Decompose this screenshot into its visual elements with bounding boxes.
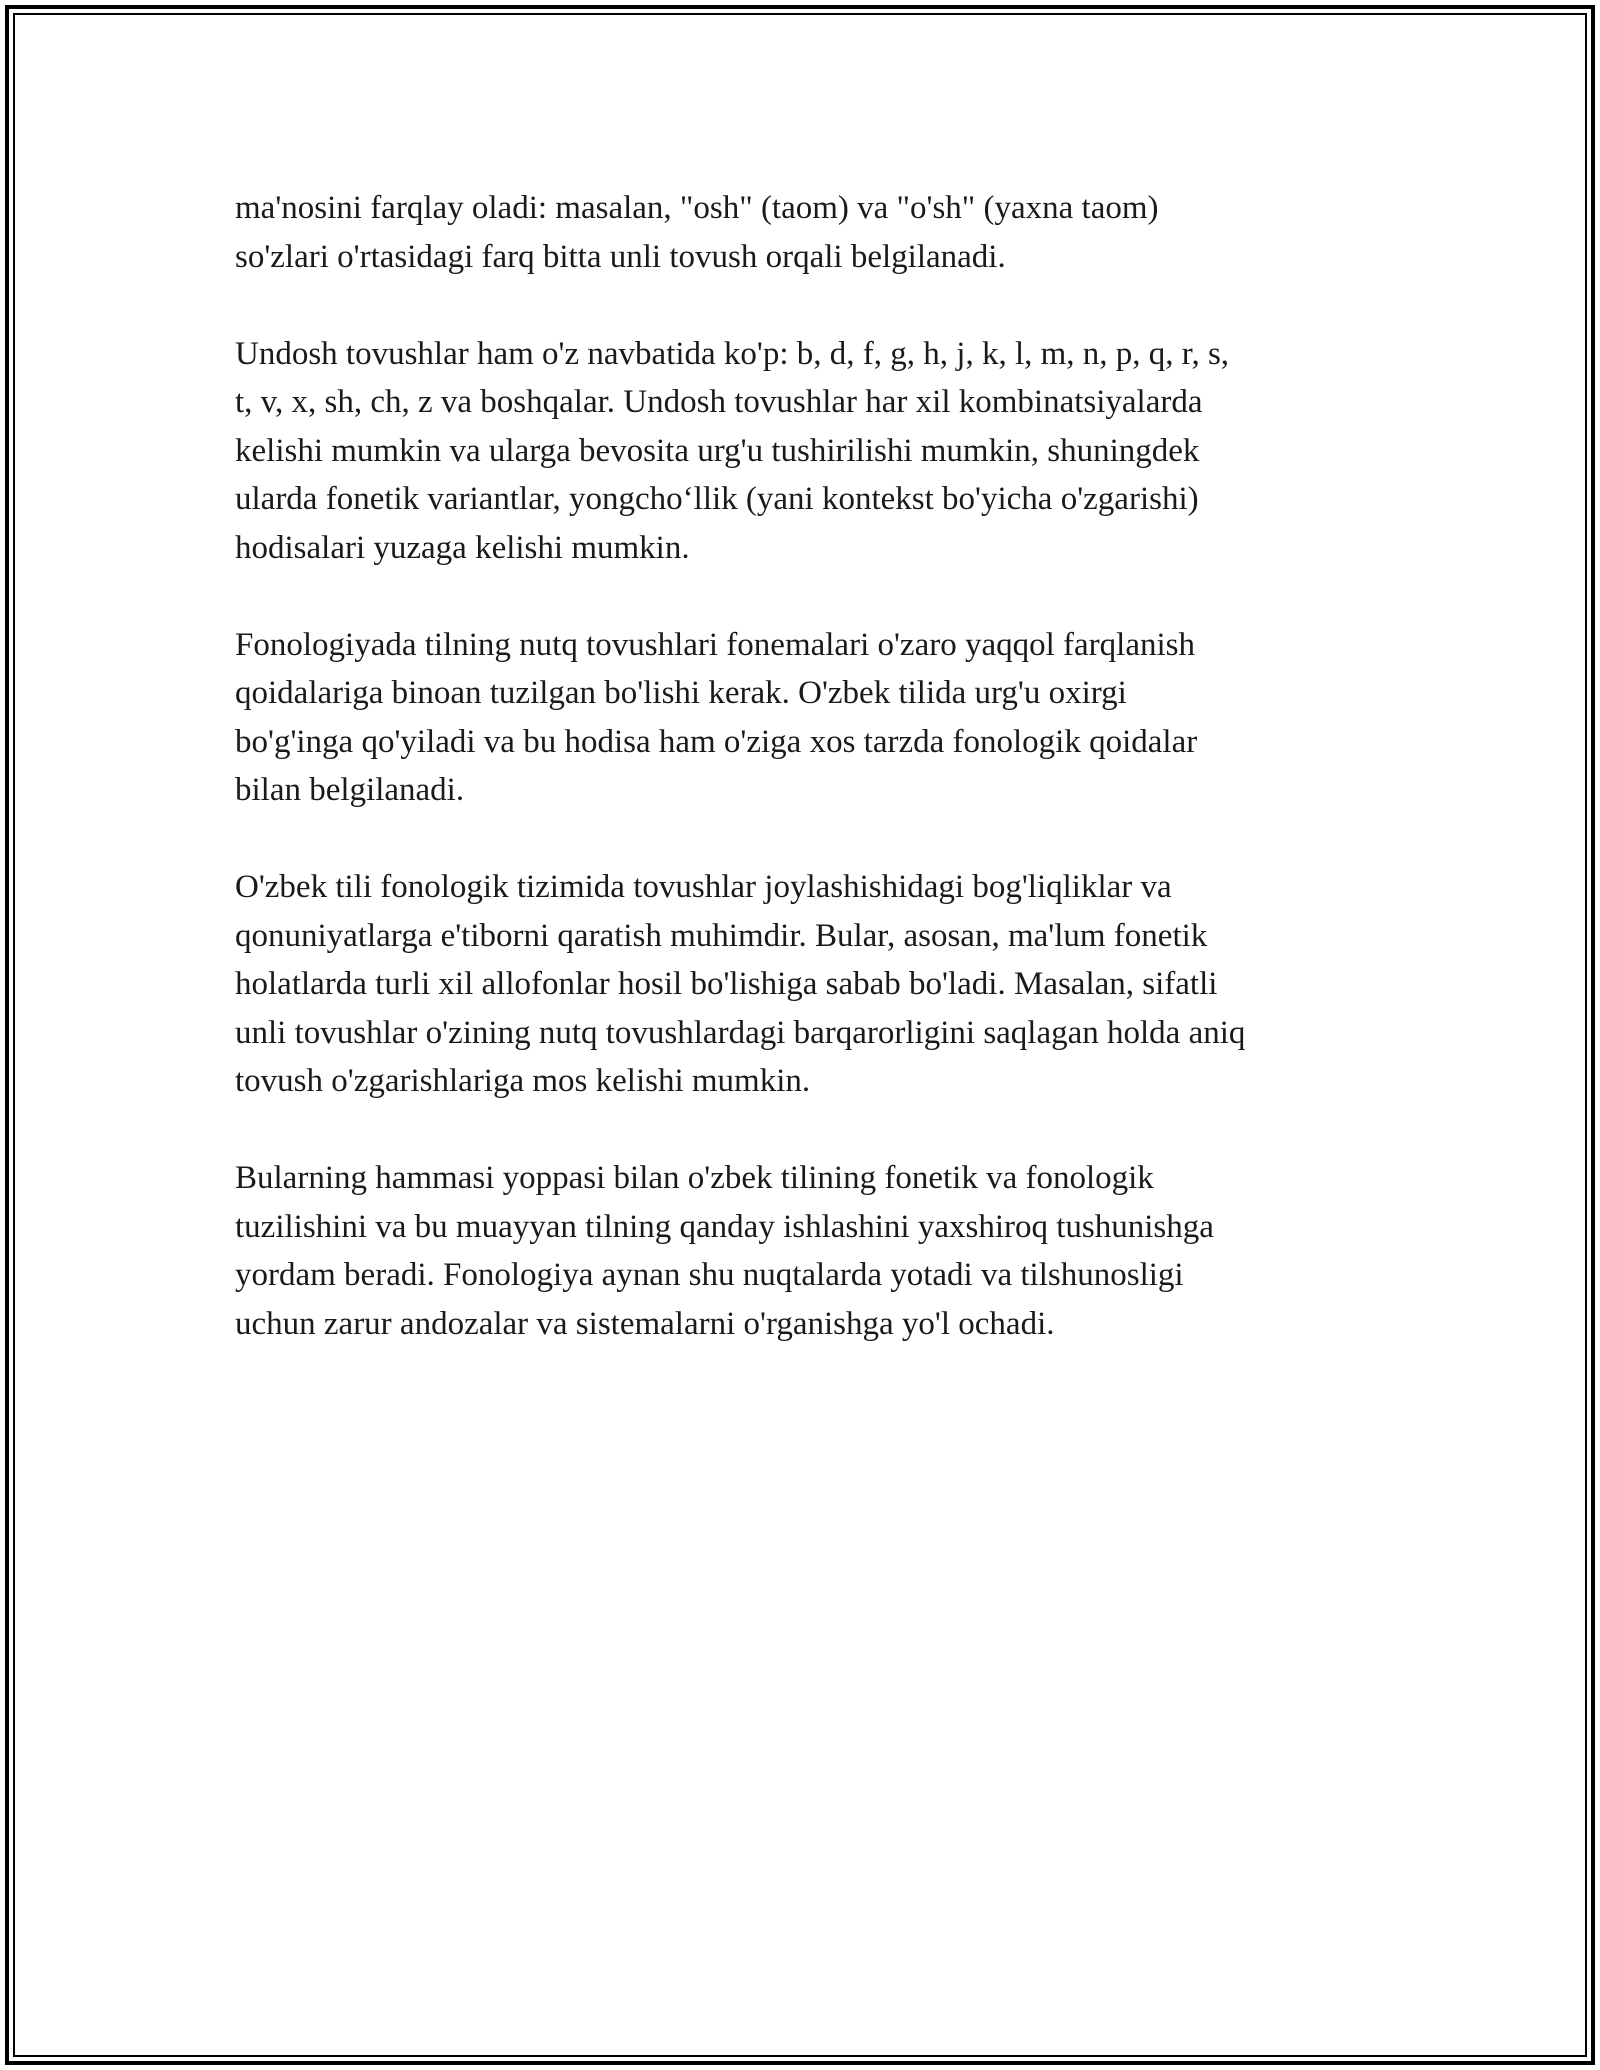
- paragraph-3: [235, 621, 1375, 815]
- text-line: bo'g'inga qo'yiladi va bu hodisa ham o'ziga xos tarzda fonologik qoidalar: [235, 723, 1198, 760]
- text-line: tuzilishini va bu muayyan tilning qanday ishlashini yaxshiroq tushunishga: [235, 1208, 1214, 1245]
- paragraph-5: [235, 1154, 1375, 1348]
- text-line: ma'nosini farqlay oladi: masalan, "osh" (taom) va "o'sh" (yaxna taom): [235, 190, 1159, 226]
- text-line: qoidalariga binoan tuzilgan bo'lishi kerak. O'zbek tilida urg'u oxirgi: [235, 675, 1127, 711]
- text-line: kelishi mumkin va ularga bevosita urg'u tushirilishi mumkin, shuningdek: [235, 432, 1200, 469]
- text-line: holatlarda turli xil allofonlar hosil bo'lishiga sabab bo'ladi. Masalan, sifatli: [235, 966, 1218, 1002]
- text-line: Undosh tovushlar ham o'z navbatida ko'p: b, d, f, g, h, j, k, l, m, n, p, q, r, s,: [235, 335, 1230, 372]
- text-line: yordam beradi. Fonologiya aynan shu nuqtalarda yotadi va tilshunosligi: [235, 1257, 1184, 1293]
- paragraph-2: [235, 330, 1375, 573]
- text-line: ularda fonetik variantlar, yongcho‘llik (yani kontekst bo'yicha o'zgarishi): [235, 481, 1199, 517]
- text-line: uchun zarur andozalar va sistemalarni o'rganishga yo'l ochadi.: [235, 1305, 1055, 1342]
- paragraph-4: [235, 863, 1375, 1106]
- text-line: tovush o'zgarishlariga mos kelishi mumkin.: [235, 1063, 811, 1099]
- text-line: qonuniyatlarga e'tiborni qaratish muhimdir. Bular, asosan, ma'lum fonetik: [235, 917, 1208, 954]
- paragraph-1: [235, 184, 1375, 281]
- text-line: so'zlari o'rtasidagi farq bitta unli tovush orqali belgilanadi.: [235, 238, 1006, 275]
- document-body: [235, 184, 1375, 1397]
- text-line: Fonologiyada tilning nutq tovushlari fonemalari o'zaro yaqqol farqlanish: [235, 626, 1195, 663]
- text-line: t, v, x, sh, ch, z va boshqalar. Undosh tovushlar har xil kombinatsiyalarda: [235, 384, 1203, 420]
- text-line: O'zbek tili fonologik tizimida tovushlar joylashishidagi bog'liqliklar va: [235, 869, 1172, 905]
- text-line: unli tovushlar o'zining nutq tovushlardagi barqarorligini saqlagan holda aniq: [235, 1014, 1246, 1051]
- text-line: Bularning hammasi yoppasi bilan o'zbek tilining fonetik va fonologik: [235, 1160, 1154, 1196]
- text-line: hodisalari yuzaga kelishi mumkin.: [235, 529, 690, 566]
- text-line: bilan belgilanadi.: [235, 772, 465, 808]
